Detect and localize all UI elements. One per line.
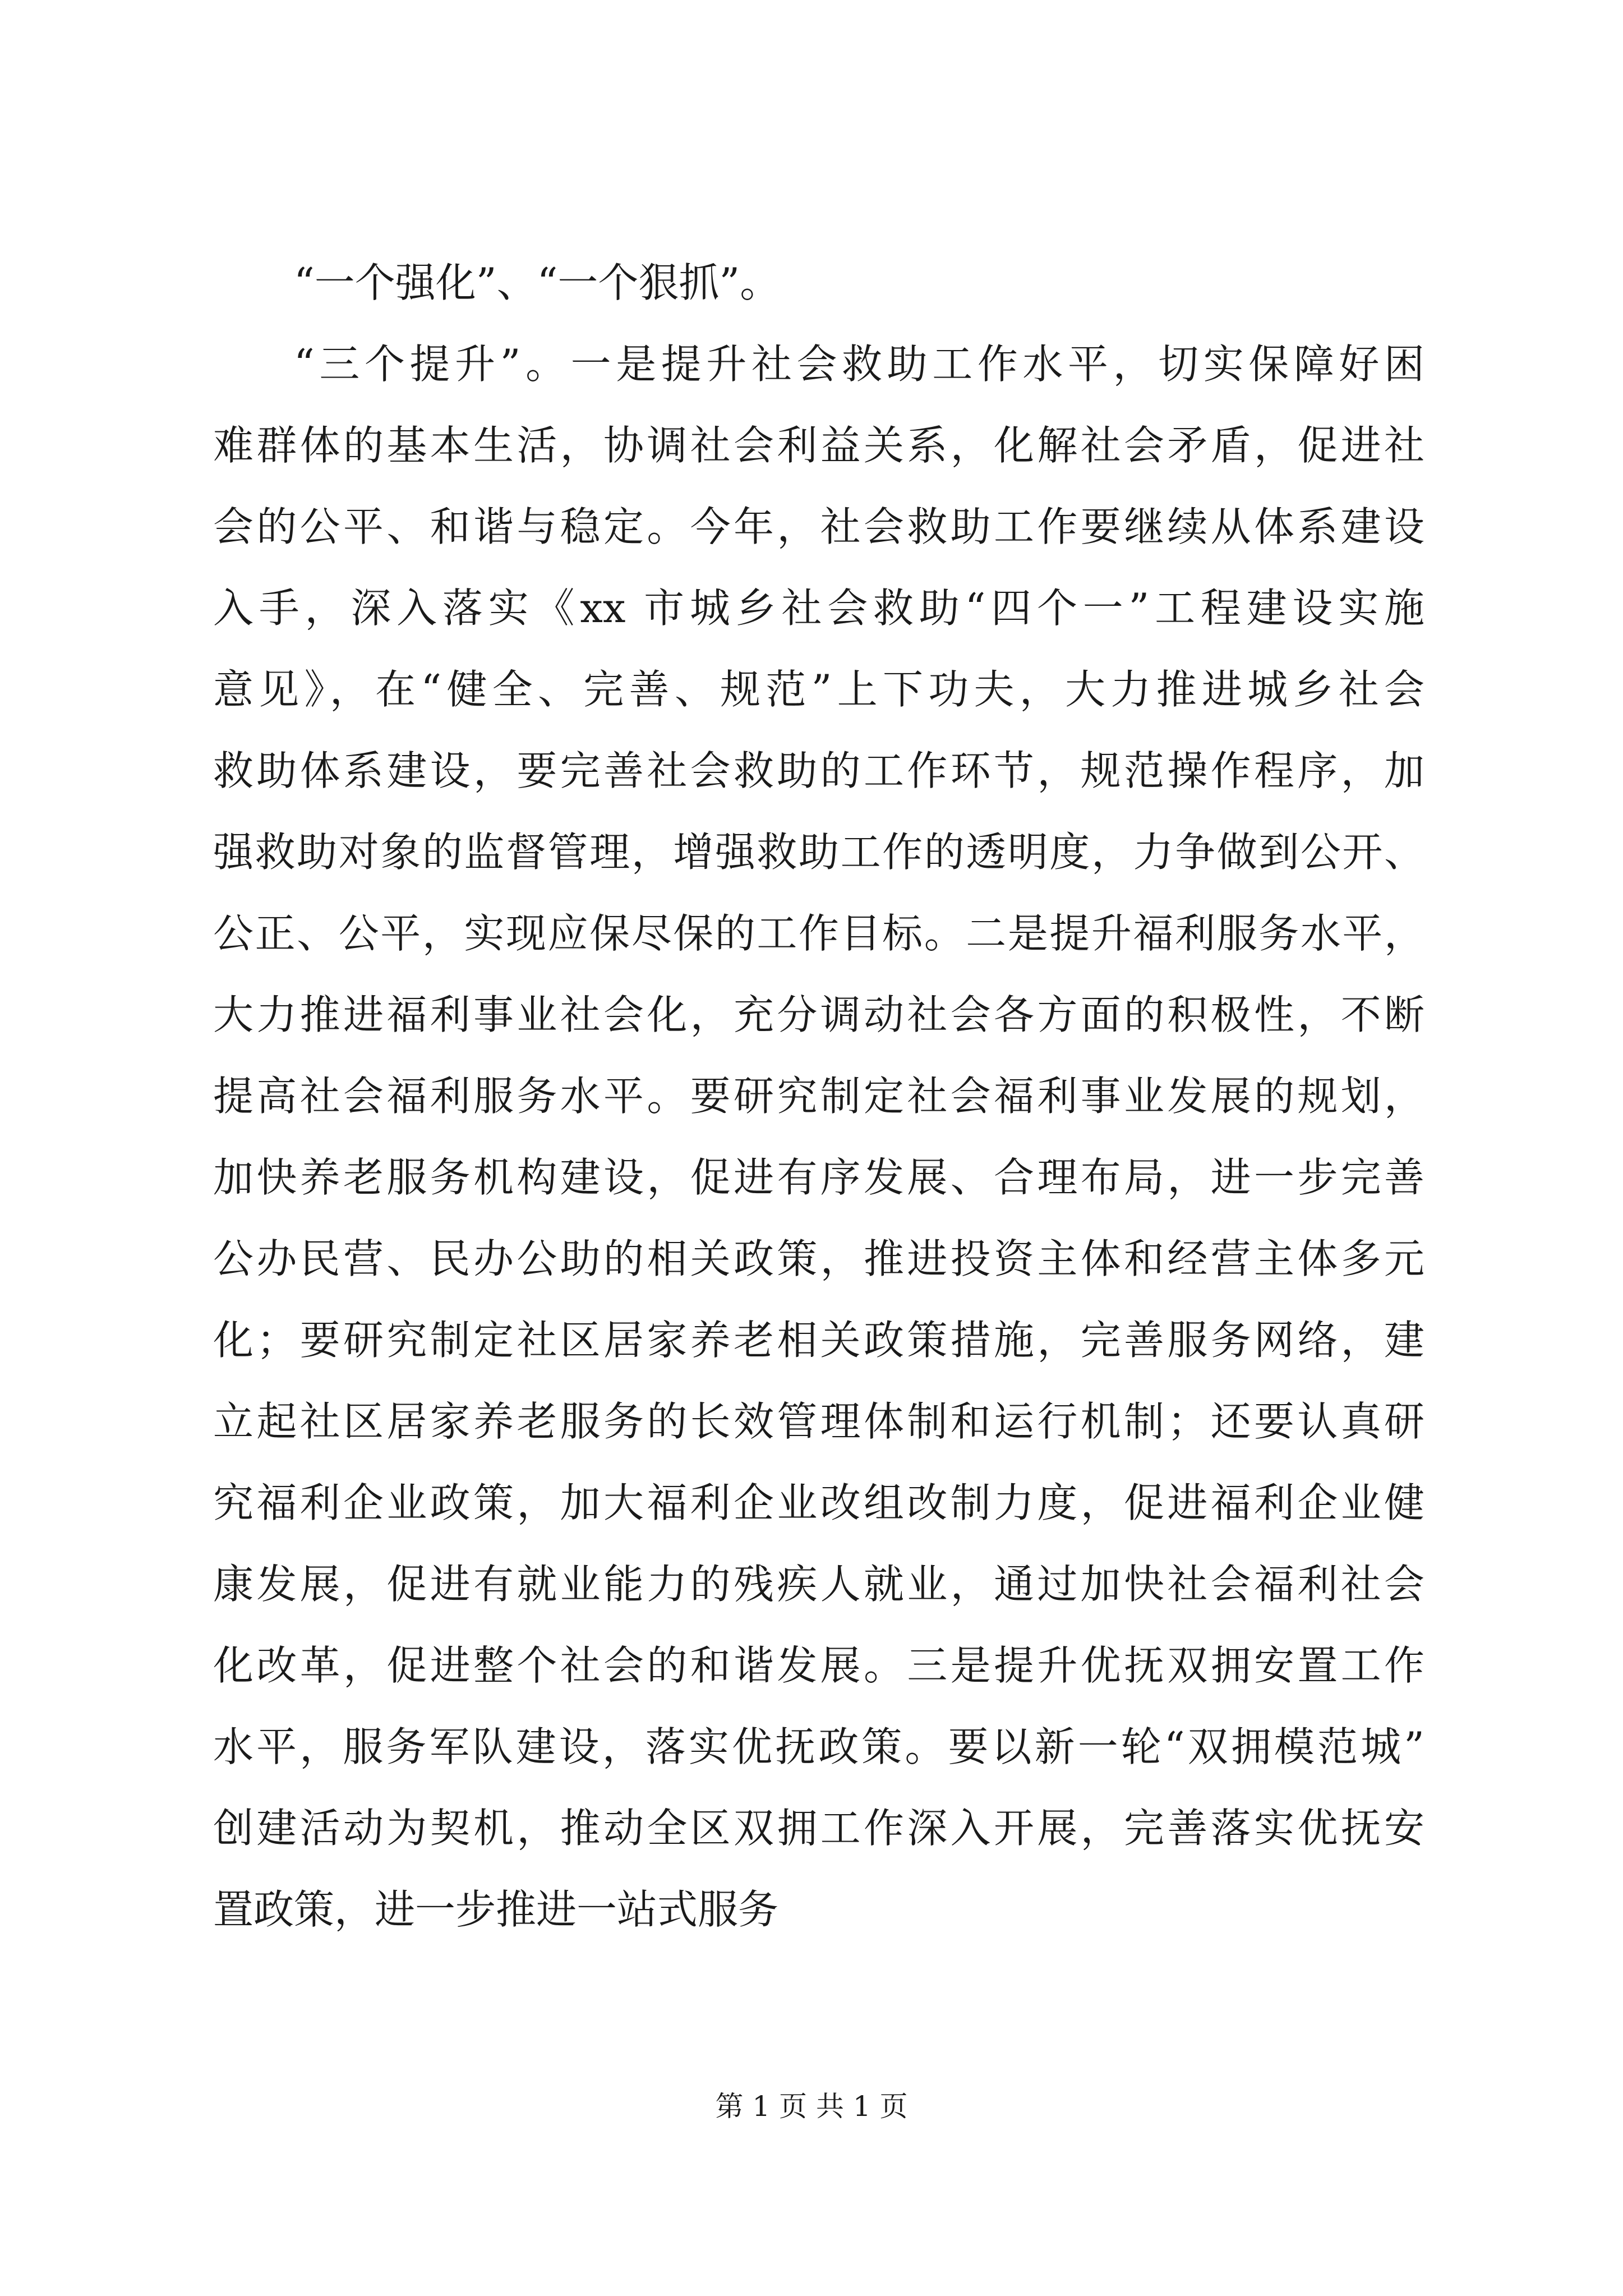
paragraph-line: 化；要研究制定社区居家养老相关政策措施，完善服务网络，建	[213, 1317, 1424, 1364]
paragraph-line: 创建活动为契机，推动全区双拥工作深入开展，完善落实优抚安	[213, 1805, 1424, 1852]
paragraph-line: 水平，服务军队建设，落实优抚政策。要以新一轮“双拥模范城”	[213, 1723, 1424, 1770]
paragraph-line: 置政策，进一步推进一站式服务	[213, 1886, 779, 1933]
page-number-footer: 第 1 页 共 1 页	[715, 2090, 908, 2123]
paragraph-line: 救助体系建设，要完善社会救助的工作环节，规范操作程序，加	[213, 747, 1424, 794]
paragraph-line: 立起社区居家养老服务的长效管理体制和运行机制；还要认真研	[213, 1398, 1424, 1445]
paragraph-line: 入手，深入落实《xx 市城乡社会救助“四个一”工程建设实施	[213, 585, 1424, 632]
paragraph-line: 究福利企业政策，加大福利企业改组改制力度，促进福利企业健	[213, 1479, 1424, 1526]
paragraph-line: 化改革，促进整个社会的和谐发展。三是提升优抚双拥安置工作	[213, 1642, 1424, 1689]
paragraph-line: 强救助对象的监督管理，增强救助工作的透明度，力争做到公开、	[213, 829, 1424, 876]
paragraph-line: 会的公平、和谐与稳定。今年，社会救助工作要继续从体系建设	[213, 503, 1424, 550]
paragraph-line: “一个强化”、“一个狠抓”。	[294, 259, 781, 306]
paragraph-line: 意见》，在“健全、完善、规范”上下功夫，大力推进城乡社会	[213, 666, 1424, 713]
paragraph-line: 难群体的基本生活，协调社会利益关系，化解社会矛盾，促进社	[213, 422, 1424, 469]
paragraph-line: 公正、公平，实现应保尽保的工作目标。二是提升福利服务水平，	[213, 910, 1424, 957]
paragraph-line: 康发展，促进有就业能力的残疾人就业，通过加快社会福利社会	[213, 1561, 1424, 1608]
paragraph-line: “三个提升”。一是提升社会救助工作水平，切实保障好困	[294, 341, 1424, 388]
paragraph-line: 大力推进福利事业社会化，充分调动社会各方面的积极性，不断	[213, 991, 1424, 1038]
paragraph-line: 加快养老服务机构建设，促进有序发展、合理布局，进一步完善	[213, 1154, 1424, 1201]
paragraph-line: 提高社会福利服务水平。要研究制定社会福利事业发展的规划，	[213, 1073, 1424, 1120]
body-text	[213, 242, 1424, 1950]
paragraph-line: 公办民营、民办公助的相关政策，推进投资主体和经营主体多元	[213, 1235, 1424, 1282]
